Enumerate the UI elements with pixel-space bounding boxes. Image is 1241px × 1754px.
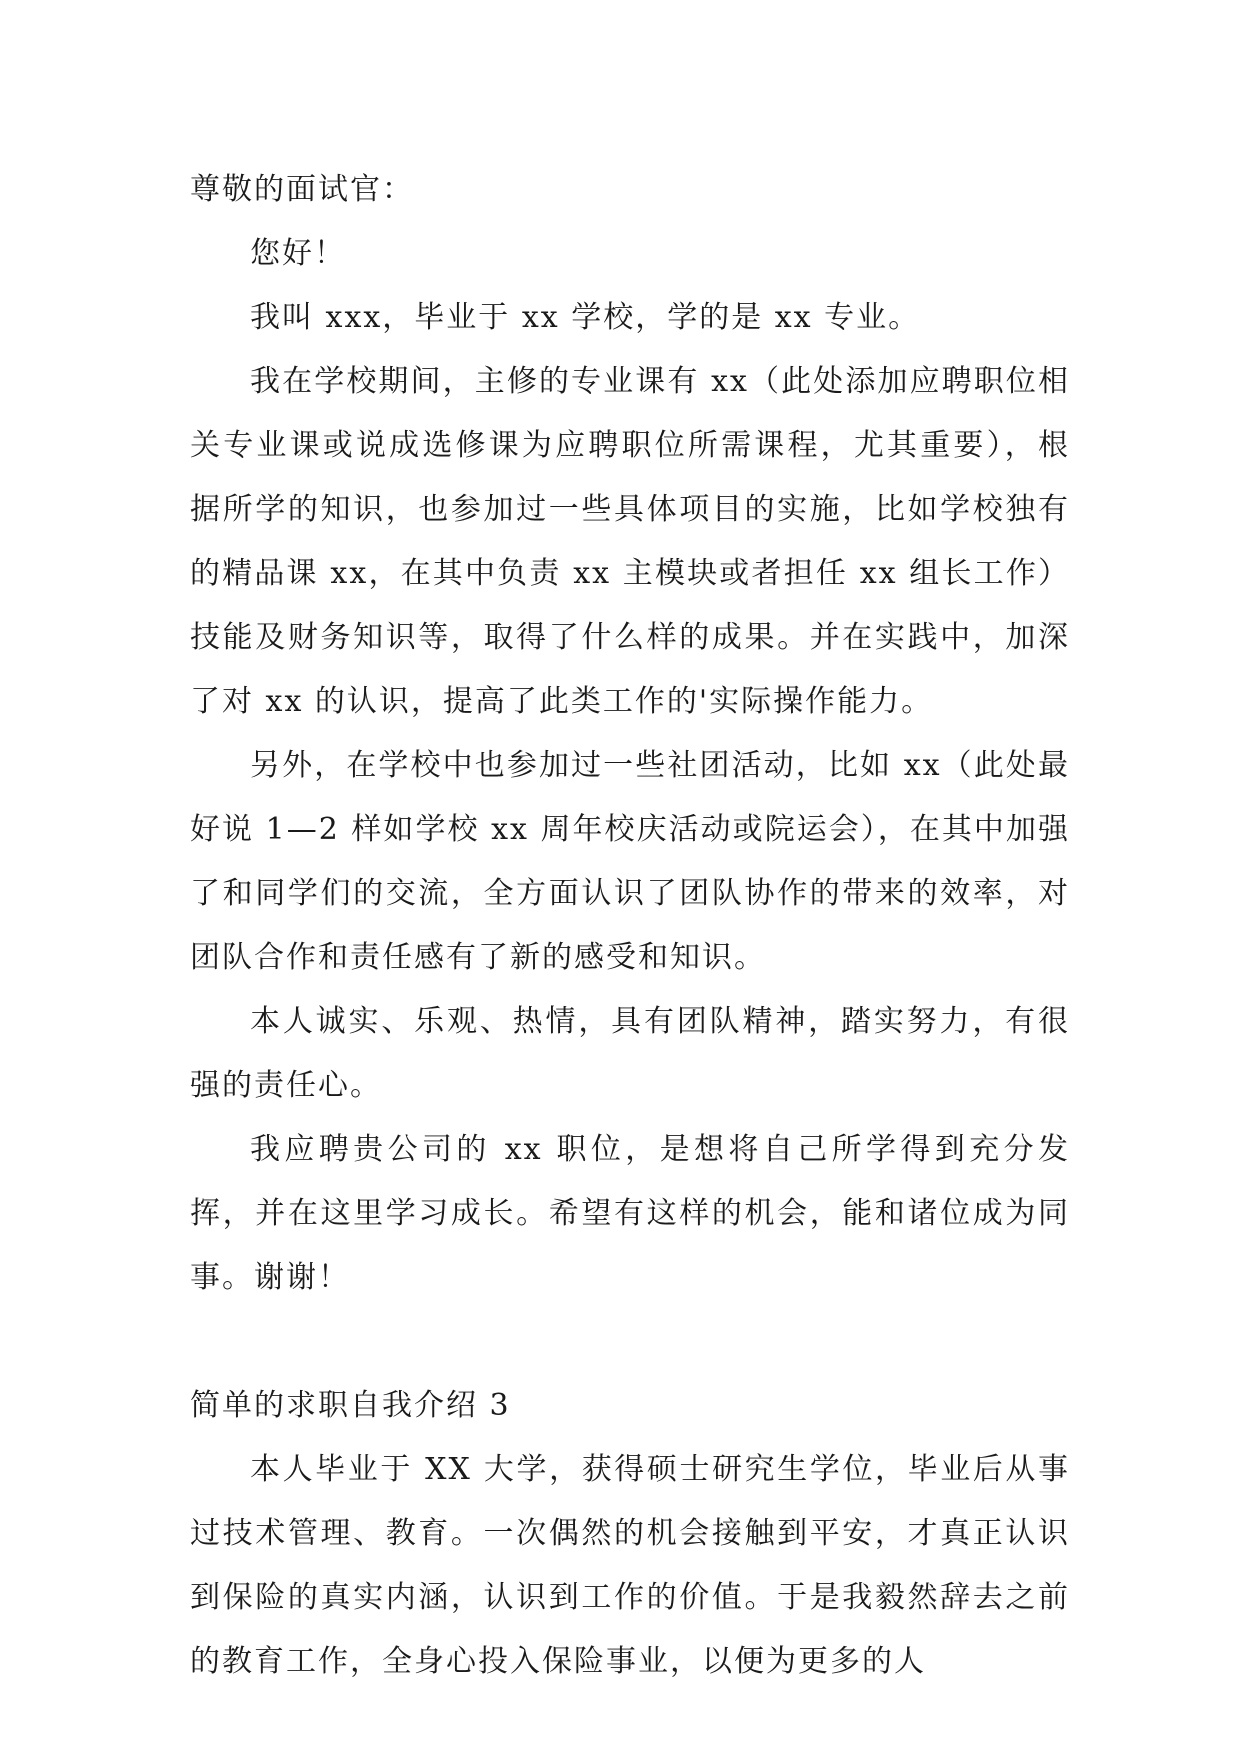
paragraph-activities: 另外，在学校中也参加过一些社团活动，比如 xx（此处最好说 1—2 样如学校 xx 周年校庆活动或院运会），在其中加强了和同学们的交流，全方面认识了团队协作的带来的效率，对团队合作和责任感有了新的感受和知识。 xyxy=(190,748,1070,975)
paragraph-intro: 我叫 xxx，毕业于 xx 学校，学的是 xx 专业。 xyxy=(250,300,921,335)
paragraph-study: 我在学校期间，主修的专业课有 xx（此处添加应聘职位相关专业课或说成选修课为应聘职位所需课程，尤其重要），根据所学的知识，也参加过一些具体项目的实施，比如学校独有的精品课 xx，在其中负责 xx 主模块或者担任 xx 组长工作）技能及财务知识等，取得了什么样的成果。并在实践中，加深了对 xx 的认识，提高了此类工作的'实际操作能力。 xyxy=(190,364,1070,719)
paragraph-greeting: 您好！ xyxy=(250,236,346,271)
section-spacer xyxy=(190,1310,1070,1374)
section-paragraph: 本人毕业于 XX 大学，获得硕士研究生学位，毕业后从事过技术管理、教育。一次偶然的机会接触到平安，才真正认识到保险的真实内涵，认识到工作的价值。于是我毅然辞去之前的教育工作，全身心投入保险事业，以便为更多的人 xyxy=(190,1452,1070,1679)
paragraph-closing: 我应聘贵公司的 xx 职位，是想将自己所学得到充分发挥，并在这里学习成长。希望有这样的机会，能和诸位成为同事。谢谢！ xyxy=(190,1132,1070,1295)
paragraph-character: 本人诚实、乐观、热情，具有团队精神，踏实努力，有很强的责任心。 xyxy=(190,1004,1070,1103)
document-body xyxy=(190,158,1070,1694)
salutation: 尊敬的面试官： xyxy=(190,172,414,207)
section-title: 简单的求职自我介绍 3 xyxy=(190,1388,511,1423)
